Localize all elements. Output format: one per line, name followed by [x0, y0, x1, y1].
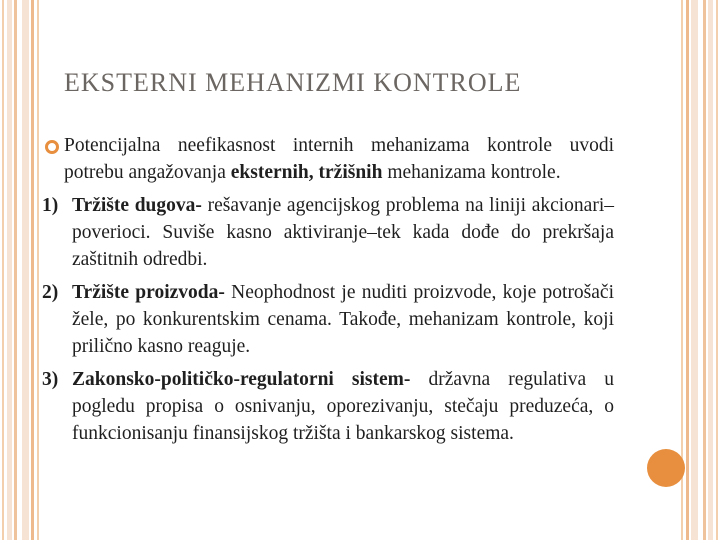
text-segment: mehanizama kontrole. [382, 162, 561, 183]
text-segment-bold: eksternih, tržišnih [230, 162, 383, 183]
item-lead-bold: Tržište proizvoda- [72, 282, 225, 303]
bullet-paragraph [64, 132, 614, 186]
numbered-item-3 [42, 366, 614, 447]
slide-title: EKSTERNI MEHANIZMI KONTROLE [64, 68, 522, 97]
item-paragraph [72, 279, 614, 360]
slide-body [42, 132, 614, 453]
item-number: 2) [42, 282, 59, 303]
item-lead-bold: Zakonsko-političko-regulatorni sistem- [72, 369, 411, 390]
item-rest-text: Neophodnost je nuditi proizvode, koje potrošači žele, po konkurentskim cenama. Takođe, mehanizam kontrole, koji prilično kasno reaguje. [72, 282, 615, 357]
item-number: 1) [42, 195, 59, 216]
item-rest-text: rešavanje agencijskog problema na liniji akcionari–poverioci. Suviše kasno aktiviranje–tek kada dođe do prekršaja zaštitnih odredbi. [72, 195, 614, 270]
item-number: 3) [42, 369, 59, 390]
circle-outline-bullet-icon [45, 140, 59, 154]
bullet-item [42, 132, 614, 186]
item-rest-text: državna regulativa u pogledu propisa o osnivanju, oporezivanju, stečaju preduzeća, o funkcionisanju finansijskog tržišta i bankarskog sistema. [72, 369, 614, 444]
accent-circle-decoration [647, 449, 685, 487]
item-paragraph [72, 192, 614, 273]
numbered-item-2 [42, 279, 614, 360]
text-segment: Potencijalna neefikasnost internih mehanizama kontrole uvodi potrebu angažovanja [64, 135, 614, 183]
item-lead-bold: Tržište dugova- [72, 195, 202, 216]
left-border-stripes-decoration [0, 0, 40, 540]
bullet-marker-cell [42, 132, 64, 154]
right-border-stripes-decoration [680, 0, 720, 540]
item-paragraph [72, 366, 614, 447]
numbered-item-1 [42, 192, 614, 273]
